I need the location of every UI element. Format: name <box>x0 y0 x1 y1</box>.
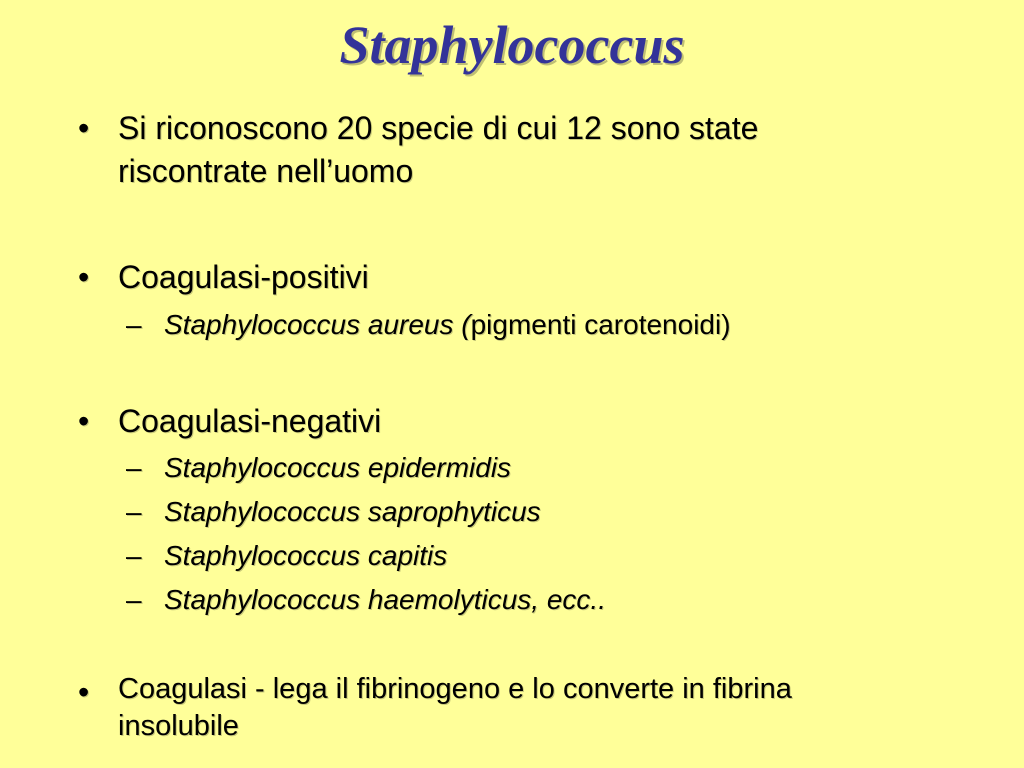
bullet-line: Si riconoscono 20 specie di cui 12 sono state <box>118 110 759 146</box>
species-name: Staphylococcus haemolyticus, ecc.. <box>164 584 606 615</box>
bullet-dot: • <box>78 403 90 439</box>
bullet-line: insolubile <box>118 710 239 742</box>
bullet-dot: • <box>78 674 90 710</box>
dash-marker: – <box>126 496 142 527</box>
bullet-dot: • <box>78 110 90 146</box>
dash-marker: – <box>126 540 142 571</box>
bullet-text: Coagulasi-negativi <box>118 403 382 439</box>
dash-marker: – <box>126 309 142 340</box>
bullet-dot: • <box>78 259 90 295</box>
dash-marker: – <box>126 584 142 615</box>
species-name: Staphylococcus epidermidis <box>164 452 512 483</box>
species-name: Staphylococcus saprophyticus <box>164 496 541 527</box>
species-name: Staphylococcus aureus ( <box>164 309 471 340</box>
species-name: Staphylococcus capitis <box>164 540 448 571</box>
species-note: pigmenti carotenoidi) <box>470 309 731 340</box>
bullet-text: Coagulasi-positivi <box>118 259 369 295</box>
slide-title: Staphylococcus <box>339 15 685 75</box>
bullet-line: riscontrate nell’uomo <box>118 153 414 189</box>
dash-marker: – <box>126 452 142 483</box>
bullet-line: Coagulasi - lega il fibrinogeno e lo converte in fibrina <box>118 673 792 705</box>
